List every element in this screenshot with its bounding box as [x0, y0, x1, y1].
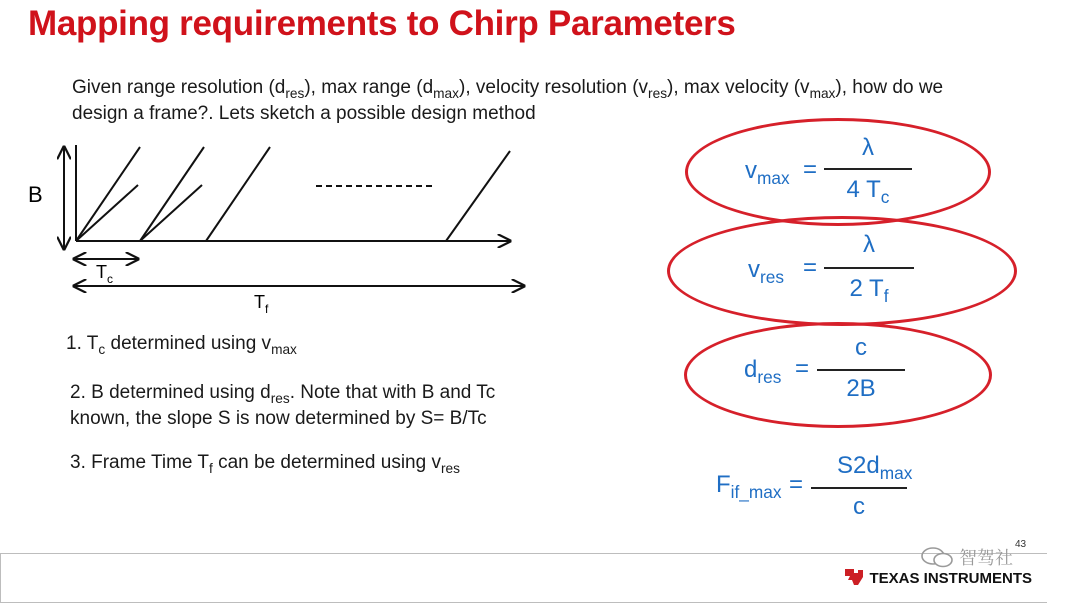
page-number: 43 [1015, 539, 1027, 550]
chirp-1b [76, 185, 138, 241]
chirp-last [446, 151, 510, 241]
vres-fraction-bar [824, 267, 914, 269]
vmax-lhs: $v_{max}$ [745, 157, 790, 189]
fif-fraction-bar [811, 487, 907, 489]
dres-denominator: 2B [846, 375, 876, 402]
dres-fraction [817, 330, 905, 410]
watermark-text: 智驾社 [959, 548, 1014, 568]
intro-text [72, 75, 1062, 127]
ti-logo-icon [843, 567, 865, 587]
vmax-fraction-bar [824, 168, 912, 170]
ti-brand-text: TEXAS INSTRUMENTS [869, 570, 1032, 587]
dres-eq: = [795, 355, 810, 382]
tf-label: $T_f$ [254, 292, 269, 315]
chirp-frame-diagram [20, 135, 540, 315]
vmax-numerator: λ [862, 134, 874, 161]
fif-eq: = [789, 471, 804, 498]
vres-denominator: 2 $T_f$ [849, 275, 889, 307]
wechat-icon [920, 546, 954, 568]
vres-lhs: $v_{res}$ [748, 256, 784, 288]
fif-fraction [811, 450, 917, 526]
vmax-fraction [824, 128, 912, 214]
intro-line-2: design a frame?. Lets sketch a possible design method [72, 103, 536, 124]
tc-label: $T_c$ [96, 262, 113, 286]
fif-numerator: $S2d_{max}$ [837, 452, 913, 484]
vres-eq: = [803, 254, 818, 281]
dres-lhs: $d_{res}$ [744, 356, 782, 388]
vmax-denominator: 4 $T_c$ [846, 176, 890, 208]
step-2: 2. B determined using $d_{res}$. Note that with B and Tc known, the slope S is now determined by S= B/Tc [70, 382, 496, 429]
dres-numerator: c [855, 334, 867, 361]
fif-lhs: $F_{if\_max}$ [716, 471, 782, 503]
step-3: 3. Frame Time $T_f$ can be determined using $v_{res}$ [70, 452, 460, 476]
vmax-eq: = [803, 156, 818, 183]
ti-logo [843, 567, 1032, 587]
slide-title: Mapping requirements to Chirp Parameters [28, 4, 736, 43]
chirp-2 [140, 147, 204, 241]
fif-denominator: c [853, 493, 865, 520]
chirp-3 [206, 147, 270, 241]
b-label: B [28, 182, 43, 207]
vres-fraction [824, 225, 914, 311]
chirp-2b [140, 185, 202, 241]
vres-numerator: λ [863, 231, 875, 258]
step-1: 1. $T_c$ determined using $v_{max}$ [66, 333, 297, 357]
intro-line-1: Given range resolution $(d_{res})$, max range $(d_{max})$, velocity resolution $(v_{res})$, max velocity $(v_{max})$, how do we [72, 77, 944, 101]
chirp-1 [76, 147, 140, 241]
dres-fraction-bar [817, 369, 905, 371]
